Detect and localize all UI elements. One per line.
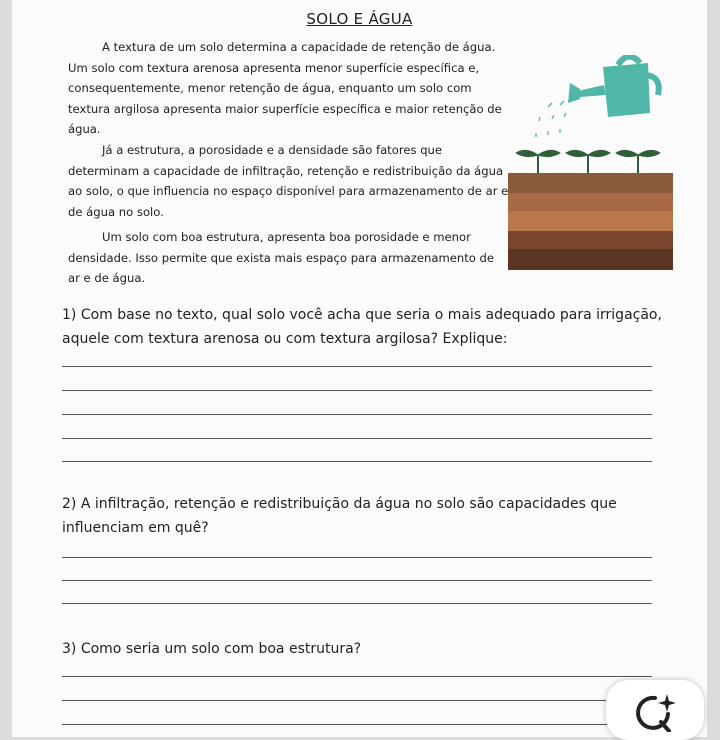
question-1: 1) Com base no texto, qual solo você acha que seria o mais adequado para irrigação, aquele com textura arenosa ou com textura argilosa? Explique:	[62, 307, 662, 347]
watering-can-soil-illustration	[508, 55, 673, 270]
watering-can-icon	[568, 56, 659, 117]
answer-line[interactable]	[62, 461, 652, 462]
paragraph-good-structure: Um solo com boa estrutura, apresenta boa porosidade e menor densidade. Isso permite que exista mais espaço para armazenamento de ar e de água.	[68, 230, 495, 286]
worksheet-title: SOLO E ÁGUA	[306, 10, 413, 28]
answer-line[interactable]	[62, 724, 607, 725]
lens-search-button[interactable]	[606, 680, 704, 740]
answer-line[interactable]	[62, 700, 607, 701]
sprout-icons	[516, 150, 660, 173]
soil-layers	[508, 173, 673, 270]
water-drops	[536, 101, 566, 137]
answer-line[interactable]	[62, 557, 652, 558]
question-3: 3) Como seria um solo com boa estrutura?	[62, 641, 362, 657]
worksheet-page	[12, 0, 707, 737]
answer-line[interactable]	[62, 603, 652, 604]
answer-line[interactable]	[62, 390, 652, 391]
answer-line[interactable]	[62, 414, 652, 415]
paragraph-texture: A textura de um solo determina a capacidade de retenção de água. Um solo com textura arenosa apresenta menor superfície específica e, consequentemente, menor retenção de água, enquanto um solo com textura argilosa apresenta maior superfície específica e maior retenção de água.	[68, 40, 502, 137]
answer-line[interactable]	[62, 580, 652, 581]
question-2: 2) A infiltração, retenção e redistribuição da água no solo são capacidades que influenciam em quê?	[62, 496, 617, 536]
paragraph-structure: Já a estrutura, a porosidade e a densidade são fatores que determinam a capacidade de infiltração, retenção e redistribuição da água ao solo, o que influencia no espaço disponível para armazenamento de ar e de água no solo.	[68, 143, 509, 219]
answer-line[interactable]	[62, 366, 652, 367]
answer-line[interactable]	[62, 438, 652, 439]
google-lens-icon	[631, 692, 677, 732]
answer-line[interactable]	[62, 676, 652, 677]
